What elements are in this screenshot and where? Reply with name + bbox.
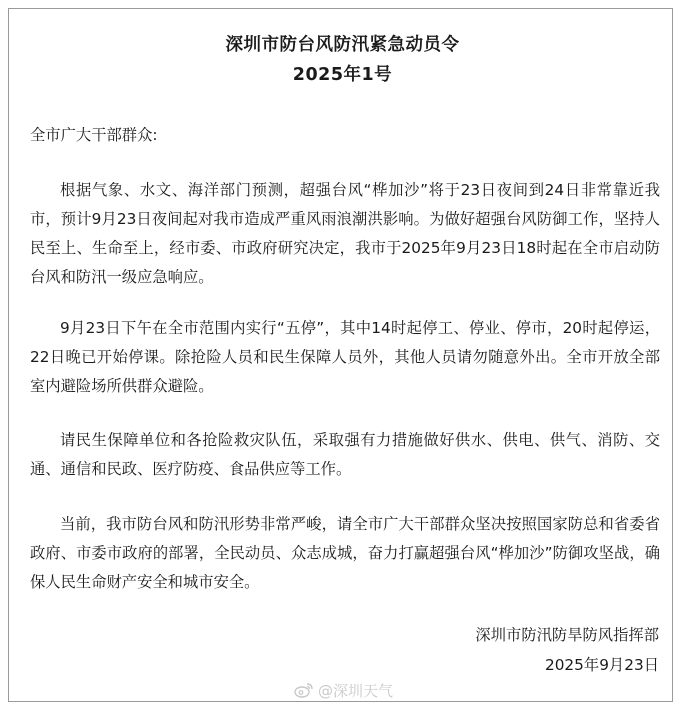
signing-date: 2025年9月23日 (544, 656, 659, 674)
paragraph-mobilization: 当前，我市防台风和防汛形势非常严峻，请全市广大干部群众坚决按照国家防总和省委省政府、市委市政府的部署，全民动员、众志成城，奋力打赢超强台风“桦加沙”防御攻坚战，确保人民生命财产安全和城市安全。 (30, 515, 660, 591)
weibo-icon (294, 682, 314, 698)
paragraph-support-units: 请民生保障单位和各抢险救灾队伍，采取强有力措施做好供水、供电、供气、消防、交通、通信和民政、医疗防疫、食品供应等工作。 (30, 431, 660, 478)
document-title: 深圳市防台风防汛紧急动员令 (225, 35, 460, 55)
signer-organization: 深圳市防汛防旱防风指挥部 (475, 626, 659, 644)
salutation: 全市广大干部群众: (30, 126, 158, 144)
paragraph-five-stops: 9月23日下午在全市范围内实行“五停”，其中14时起停工、停业、停市，20时起停运，22日晚已开始停课。除抢险人员和民生保障人员外，其他人员请勿随意外出。全市开放全部室内避险场所供群众避险。 (30, 319, 660, 395)
watermark-text: @深圳天气 (318, 681, 394, 700)
document-number: 2025年1号 (292, 65, 393, 85)
watermark (294, 678, 393, 702)
paragraph-forecast: 根据气象、水文、海洋部门预测，超强台风“桦加沙”将于23日夜间到24日非常靠近我市，预计9月23日夜间起对我市造成严重风雨浪潮洪影响。为做好超强台风防御工作，坚持人民至上、生命至上，经市委、市政府研究决定，我市于2025年9月23日18时起在全市启动防台风和防汛一级应急响应。 (30, 181, 660, 286)
